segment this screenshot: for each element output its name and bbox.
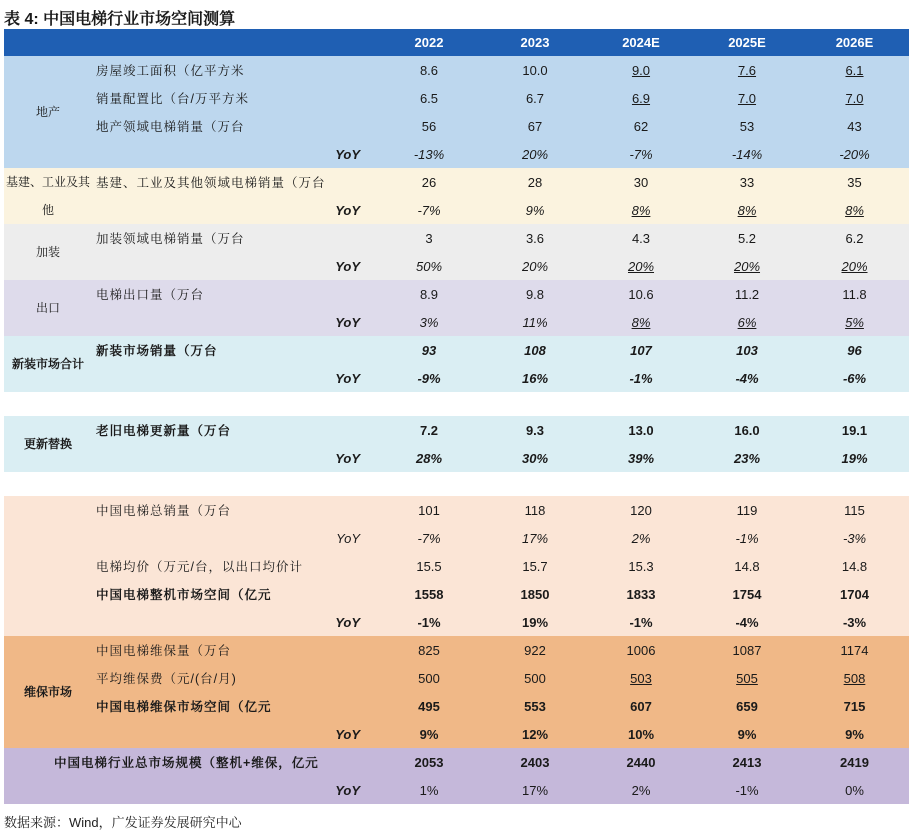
cell: 19%: [482, 608, 588, 636]
cell: 15.7: [482, 552, 588, 580]
forecast-value: 6.9: [631, 90, 651, 106]
cell: 33: [694, 168, 800, 196]
cell: 11%: [482, 308, 588, 336]
row-label: 新装市场销量（万台: [92, 336, 376, 364]
cell: 6.7: [482, 84, 588, 112]
cell: 14.8: [694, 552, 800, 580]
cell: [694, 56, 800, 84]
cell: [694, 84, 800, 112]
table-row: [4, 280, 909, 308]
yoy-label: YoY: [92, 364, 376, 392]
cell: 1174: [800, 636, 909, 664]
cell: [800, 56, 909, 84]
cell: 30: [588, 168, 694, 196]
category-machine: [4, 496, 92, 636]
cell: 101: [376, 496, 482, 524]
cell: 607: [588, 692, 694, 720]
cell: -7%: [376, 196, 482, 224]
category-replacement: 更新替换: [4, 416, 92, 472]
cell: 6.5: [376, 84, 482, 112]
table-row: [4, 308, 909, 336]
header-year: 2023: [482, 29, 588, 56]
row-label: 中国电梯整机市场空间（亿元: [92, 580, 376, 608]
cell: [588, 56, 694, 84]
yoy-label: YoY: [92, 196, 376, 224]
table-row: [4, 112, 909, 140]
cell: [694, 196, 800, 224]
cell: 10.6: [588, 280, 694, 308]
row-label: 电梯均价（万元/台，以出口均价计: [92, 552, 376, 580]
category-new-total: 新装市场合计: [4, 336, 92, 392]
cell: 93: [376, 336, 482, 364]
cell: [800, 664, 909, 692]
table-row: [4, 84, 909, 112]
cell: 4.3: [588, 224, 694, 252]
forecast-value: 6%: [737, 314, 757, 330]
cell: 715: [800, 692, 909, 720]
cell: 12%: [482, 720, 588, 748]
cell: 28%: [376, 444, 482, 472]
cell: -1%: [376, 608, 482, 636]
cell: 8.6: [376, 56, 482, 84]
cell: 28: [482, 168, 588, 196]
cell: [588, 252, 694, 280]
table-row: [4, 196, 909, 224]
forecast-value: 6.1: [845, 62, 864, 78]
table-row: [4, 336, 909, 364]
cell: 107: [588, 336, 694, 364]
cell: 1006: [588, 636, 694, 664]
cell: 108: [482, 336, 588, 364]
cell: 62: [588, 112, 694, 140]
table-row: [4, 692, 909, 720]
spacer-row: [4, 392, 909, 416]
cell: 9%: [800, 720, 909, 748]
cell: 659: [694, 692, 800, 720]
table-row: [4, 444, 909, 472]
cell: 50%: [376, 252, 482, 280]
cell: 17%: [482, 524, 588, 552]
category-real-estate: 地产: [4, 56, 92, 168]
cell: [588, 308, 694, 336]
table-row: [4, 56, 909, 84]
cell: 39%: [588, 444, 694, 472]
table-title: 表 4: 中国电梯行业市场空间测算: [4, 11, 236, 28]
cell: 9.3: [482, 416, 588, 444]
header-row: [4, 29, 909, 56]
cell: 120: [588, 496, 694, 524]
forecast-value: 8%: [737, 202, 757, 218]
row-label: 老旧电梯更新量（万台: [92, 416, 376, 444]
cell: 1754: [694, 580, 800, 608]
header-year: 2026E: [800, 29, 909, 56]
cell: -20%: [800, 140, 909, 168]
cell: 35: [800, 168, 909, 196]
header-year: 2024E: [588, 29, 694, 56]
row-label: 销量配置比（台/万平方米: [92, 84, 376, 112]
cell: 5.2: [694, 224, 800, 252]
cell: [694, 664, 800, 692]
header-year: 2022: [376, 29, 482, 56]
cell: 19%: [800, 444, 909, 472]
forecast-value: 508: [843, 670, 866, 686]
cell: 13.0: [588, 416, 694, 444]
table-row: [4, 720, 909, 748]
cell: 1087: [694, 636, 800, 664]
forecast-value: 5%: [845, 314, 864, 330]
forecast-value: 20%: [733, 258, 761, 274]
cell: 9%: [694, 720, 800, 748]
table-row: [4, 140, 909, 168]
cell: -1%: [588, 364, 694, 392]
cell: 7.2: [376, 416, 482, 444]
yoy-label: YoY: [92, 140, 376, 168]
forecast-value: 503: [630, 670, 652, 686]
row-label: 电梯出口量（万台: [92, 280, 376, 308]
cell: -4%: [694, 364, 800, 392]
cell: [588, 196, 694, 224]
market-size-table: [4, 29, 909, 804]
forecast-value: 8%: [631, 202, 651, 218]
cell: 6.2: [800, 224, 909, 252]
spacer: [4, 472, 909, 496]
cell: 96: [800, 336, 909, 364]
forecast-value: 8%: [845, 202, 864, 218]
cell: 56: [376, 112, 482, 140]
row-label: 中国电梯维保量（万台: [92, 636, 376, 664]
cell: 2440: [588, 748, 694, 776]
cell: 43: [800, 112, 909, 140]
cell: 19.1: [800, 416, 909, 444]
category-maintenance: 维保市场: [4, 636, 92, 748]
cell: 11.2: [694, 280, 800, 308]
row-label: 地产领域电梯销量（万台: [92, 112, 376, 140]
cell: -7%: [376, 524, 482, 552]
header-blank: [4, 29, 92, 56]
cell: 1833: [588, 580, 694, 608]
cell: 2%: [588, 524, 694, 552]
header-blank: [92, 29, 376, 56]
category-infra: 基建、工业及其他: [4, 168, 92, 224]
header-year: 2025E: [694, 29, 800, 56]
forecast-value: 7.6: [737, 62, 757, 78]
cell: 500: [482, 664, 588, 692]
cell: 15.5: [376, 552, 482, 580]
cell: 10.0: [482, 56, 588, 84]
cell: 17%: [482, 776, 588, 804]
table-row: [4, 776, 909, 804]
cell: -1%: [694, 776, 800, 804]
cell: 1704: [800, 580, 909, 608]
yoy-label: YoY: [92, 252, 376, 280]
row-label: 加装领域电梯销量（万台: [92, 224, 376, 252]
forecast-value: 20%: [841, 258, 868, 274]
cell: 825: [376, 636, 482, 664]
table-row: [4, 224, 909, 252]
yoy-label: YoY: [92, 720, 376, 748]
cell: 26: [376, 168, 482, 196]
cell: [694, 252, 800, 280]
table-row: [4, 416, 909, 444]
yoy-label: YoY: [92, 608, 376, 636]
cell: -3%: [800, 608, 909, 636]
cell: [800, 84, 909, 112]
row-label: 中国电梯维保市场空间（亿元: [92, 692, 376, 720]
table-row: [4, 552, 909, 580]
table-row: [4, 580, 909, 608]
yoy-label: YoY: [92, 524, 376, 552]
cell: 16%: [482, 364, 588, 392]
source-note: 数据来源：Wind，广发证券发展研究中心: [4, 815, 242, 830]
cell: 2413: [694, 748, 800, 776]
spacer: [4, 392, 909, 416]
forecast-value: 20%: [627, 258, 655, 274]
yoy-label: YoY: [4, 776, 376, 804]
table-row: [4, 364, 909, 392]
cell: 500: [376, 664, 482, 692]
yoy-label: YoY: [92, 444, 376, 472]
cell: 119: [694, 496, 800, 524]
forecast-value: 8%: [631, 314, 651, 330]
cell: [800, 308, 909, 336]
table-row: [4, 636, 909, 664]
cell: -7%: [588, 140, 694, 168]
cell: 0%: [800, 776, 909, 804]
cell: 53: [694, 112, 800, 140]
cell: -13%: [376, 140, 482, 168]
cell: 2053: [376, 748, 482, 776]
cell: 20%: [482, 252, 588, 280]
cell: 922: [482, 636, 588, 664]
table-row: [4, 168, 909, 196]
cell: 2%: [588, 776, 694, 804]
cell: 15.3: [588, 552, 694, 580]
cell: -6%: [800, 364, 909, 392]
cell: 3%: [376, 308, 482, 336]
cell: -4%: [694, 608, 800, 636]
row-label: 基建、工业及其他领域电梯销量（万台: [92, 168, 376, 196]
cell: 2403: [482, 748, 588, 776]
cell: 3.6: [482, 224, 588, 252]
row-label: 平均维保费（元/(台/月): [92, 664, 376, 692]
table-row: [4, 496, 909, 524]
cell: 9.8: [482, 280, 588, 308]
category-export: 出口: [4, 280, 92, 336]
cell: 103: [694, 336, 800, 364]
cell: 30%: [482, 444, 588, 472]
cell: 14.8: [800, 552, 909, 580]
yoy-label: YoY: [92, 308, 376, 336]
row-label: 中国电梯总销量（万台: [92, 496, 376, 524]
cell: 8.9: [376, 280, 482, 308]
row-label: 房屋竣工面积（亿平方米: [92, 56, 376, 84]
cell: 1558: [376, 580, 482, 608]
cell: 67: [482, 112, 588, 140]
category-retrofit: 加装: [4, 224, 92, 280]
table-row: [4, 608, 909, 636]
cell: 115: [800, 496, 909, 524]
cell: 3: [376, 224, 482, 252]
forecast-value: 7.0: [737, 90, 757, 106]
cell: 10%: [588, 720, 694, 748]
cell: 9%: [376, 720, 482, 748]
cell: 1%: [376, 776, 482, 804]
cell: [800, 196, 909, 224]
cell: 11.8: [800, 280, 909, 308]
cell: 495: [376, 692, 482, 720]
cell: -9%: [376, 364, 482, 392]
cell: 20%: [482, 140, 588, 168]
table-row: [4, 748, 909, 776]
table-row: [4, 664, 909, 692]
cell: -1%: [694, 524, 800, 552]
cell: [694, 308, 800, 336]
table-row: [4, 524, 909, 552]
cell: -1%: [588, 608, 694, 636]
cell: 553: [482, 692, 588, 720]
cell: -3%: [800, 524, 909, 552]
cell: 16.0: [694, 416, 800, 444]
forecast-value: 505: [736, 670, 758, 686]
cell: [800, 252, 909, 280]
row-label: 中国电梯行业总市场规模（整机+维保，亿元: [4, 748, 376, 776]
cell: -14%: [694, 140, 800, 168]
cell: 2419: [800, 748, 909, 776]
forecast-value: 7.0: [845, 90, 864, 106]
table-row: [4, 252, 909, 280]
cell: 1850: [482, 580, 588, 608]
cell: 23%: [694, 444, 800, 472]
cell: [588, 664, 694, 692]
forecast-value: 9.0: [631, 62, 651, 78]
spacer-row: [4, 472, 909, 496]
cell: 9%: [482, 196, 588, 224]
cell: [588, 84, 694, 112]
cell: 118: [482, 496, 588, 524]
